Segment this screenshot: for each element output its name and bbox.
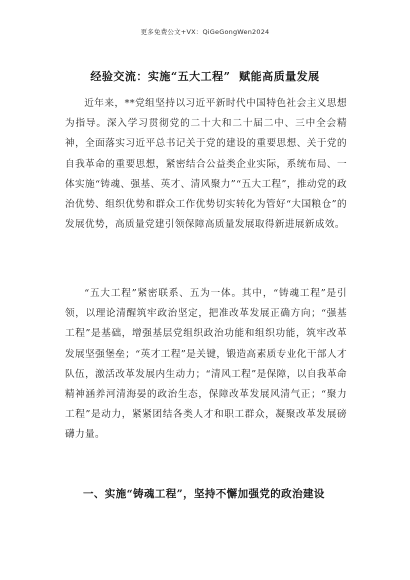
section-heading: 一、实施“铸魂工程”，坚持不懈加强党的政治建设: [83, 488, 325, 500]
body-paragraph: 近年来，**党组坚持以习近平新时代中国特色社会主义思想为指导。深入学习贯彻党的二十大和二十届二中、三中全会精神，全面落实习近平总书记关于党的建设的重要思想、关于党的自我革命的重要思想，紧密结合公益类企业实际，系统布局、一体实施“铸魂、强基、英才、清风聚力”“五大工程”，推动党的政治优势、组织优势和群众工作优势切实转化为管好“大国粮仓”的发展优势，高质量党建引领保障高质量发展取得新进展新成效。: [65, 98, 347, 231]
header-note: 更多免费公文+VX：QiGeGongWen2024: [140, 28, 270, 36]
body-paragraph: “五大工程”紧密联系、五为一体。其中，“铸魂工程”是引领，以理论清醒筑牢政治坚定，把准改革发展正确方向；“强基工程”是基础，增强基层党组织政治功能和组织功能，筑牢改革发展坚强堡垒；“英才工程”是关键，锻造高素质专业化干部人才队伍，激活改革发展内生动力；“清风工程”是保障，以自我革命精神涵养河清海晏的政治生态，保障改革发展风清气正；“聚力工程”是动力，紧紧团结各类人才和职工群众，凝聚改革发展磅礴力量。: [65, 288, 347, 441]
document-title: 经验交流：实施“五大工程” 赋能高质量发展: [90, 70, 320, 83]
